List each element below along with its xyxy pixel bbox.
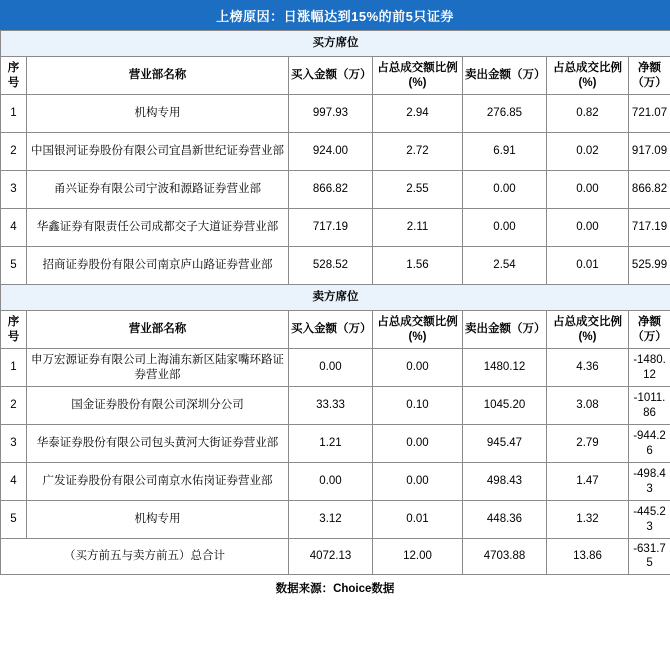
- buy-pct: 2.72: [373, 133, 463, 171]
- sell-amount: 945.47: [463, 425, 547, 463]
- sell-pct: 1.32: [547, 501, 629, 539]
- sell-amount: 0.00: [463, 209, 547, 247]
- col-net: 净额（万）: [629, 311, 670, 349]
- table-row: [1, 425, 670, 463]
- total-net: -631.75: [629, 539, 670, 575]
- buy-pct: 0.00: [373, 463, 463, 501]
- col-name: 营业部名称: [27, 311, 289, 349]
- buy-pct: 2.11: [373, 209, 463, 247]
- buy-amount: 997.93: [289, 95, 373, 133]
- sell-pct: 0.00: [547, 171, 629, 209]
- row-index: 4: [1, 209, 27, 247]
- sell-amount: 6.91: [463, 133, 547, 171]
- section-header-sell: [1, 285, 670, 311]
- row-index: 3: [1, 171, 27, 209]
- net-amount: -1011.86: [629, 387, 670, 425]
- total-buy-amount: 4072.13: [289, 539, 373, 575]
- buy-amount: 717.19: [289, 209, 373, 247]
- table-row: [1, 171, 670, 209]
- col-net: 净额（万）: [629, 57, 670, 95]
- col-sell-pct: 占总成交比例(%): [547, 311, 629, 349]
- col-index: 序号: [1, 311, 27, 349]
- branch-name: 申万宏源证券有限公司上海浦东新区陆家嘴环路证券营业部: [27, 349, 289, 387]
- sell-pct: 4.36: [547, 349, 629, 387]
- net-amount: 721.07: [629, 95, 670, 133]
- col-index: 序号: [1, 57, 27, 95]
- table-row: [1, 247, 670, 285]
- buy-pct: 2.94: [373, 95, 463, 133]
- sell-amount: 1480.12: [463, 349, 547, 387]
- col-buy-amount: 买入金额（万）: [289, 57, 373, 95]
- table-row: [1, 463, 670, 501]
- branch-name: 招商证券股份有限公司南京庐山路证券营业部: [27, 247, 289, 285]
- col-buy-pct: 占总成交额比例(%): [373, 311, 463, 349]
- table-row: [1, 209, 670, 247]
- net-amount: 717.19: [629, 209, 670, 247]
- table-row: [1, 387, 670, 425]
- sell-pct: 0.82: [547, 95, 629, 133]
- row-index: 5: [1, 501, 27, 539]
- total-label: （买方前五与卖方前五）总合计: [1, 539, 289, 575]
- sell-amount: 1045.20: [463, 387, 547, 425]
- row-index: 3: [1, 425, 27, 463]
- row-index: 4: [1, 463, 27, 501]
- buy-amount: 33.33: [289, 387, 373, 425]
- column-header-sell: [1, 311, 670, 349]
- net-amount: -1480.12: [629, 349, 670, 387]
- row-index: 2: [1, 387, 27, 425]
- branch-name: 机构专用: [27, 501, 289, 539]
- section-title-sell: 卖方席位: [1, 285, 670, 311]
- buy-amount: 0.00: [289, 349, 373, 387]
- buy-amount: 924.00: [289, 133, 373, 171]
- branch-name: 华鑫证券有限责任公司成都交子大道证券营业部: [27, 209, 289, 247]
- col-sell-pct: 占总成交比例(%): [547, 57, 629, 95]
- buy-amount: 866.82: [289, 171, 373, 209]
- total-buy-pct: 12.00: [373, 539, 463, 575]
- sell-pct: 1.47: [547, 463, 629, 501]
- buy-amount: 528.52: [289, 247, 373, 285]
- buy-pct: 0.00: [373, 425, 463, 463]
- net-amount: -445.23: [629, 501, 670, 539]
- branch-name: 国金证券股份有限公司深圳分公司: [27, 387, 289, 425]
- col-buy-pct: 占总成交额比例(%): [373, 57, 463, 95]
- page-title: 上榜原因：日涨幅达到15%的前5只证券: [0, 0, 670, 30]
- buy-pct: 0.10: [373, 387, 463, 425]
- buy-pct: 2.55: [373, 171, 463, 209]
- col-name: 营业部名称: [27, 57, 289, 95]
- sell-amount: 0.00: [463, 171, 547, 209]
- data-source-note: 数据来源：Choice数据: [275, 582, 395, 595]
- row-index: 2: [1, 133, 27, 171]
- net-amount: 525.99: [629, 247, 670, 285]
- branch-name: 机构专用: [27, 95, 289, 133]
- net-amount: 917.09: [629, 133, 670, 171]
- sell-pct: 0.02: [547, 133, 629, 171]
- sell-pct: 0.01: [547, 247, 629, 285]
- buy-pct: 1.56: [373, 247, 463, 285]
- row-index: 1: [1, 95, 27, 133]
- branch-name: 华泰证券股份有限公司包头黄河大街证券营业部: [27, 425, 289, 463]
- buy-amount: 3.12: [289, 501, 373, 539]
- sell-pct: 3.08: [547, 387, 629, 425]
- sell-amount: 448.36: [463, 501, 547, 539]
- buy-pct: 0.00: [373, 349, 463, 387]
- net-amount: 866.82: [629, 171, 670, 209]
- table-row: [1, 95, 670, 133]
- sell-amount: 276.85: [463, 95, 547, 133]
- col-buy-amount: 买入金额（万）: [289, 311, 373, 349]
- total-sell-pct: 13.86: [547, 539, 629, 575]
- row-index: 5: [1, 247, 27, 285]
- section-title-buy: 买方席位: [1, 31, 670, 57]
- net-amount: -944.26: [629, 425, 670, 463]
- table-row: [1, 349, 670, 387]
- col-sell-amount: 卖出金额（万）: [463, 311, 547, 349]
- sell-pct: 0.00: [547, 209, 629, 247]
- branch-name: 广发证券股份有限公司南京水佑岗证券营业部: [27, 463, 289, 501]
- buy-pct: 0.01: [373, 501, 463, 539]
- column-header-buy: [1, 57, 670, 95]
- sell-amount: 2.54: [463, 247, 547, 285]
- sell-pct: 2.79: [547, 425, 629, 463]
- table-row: [1, 133, 670, 171]
- net-amount: -498.43: [629, 463, 670, 501]
- buy-amount: 1.21: [289, 425, 373, 463]
- lhb-table: [0, 30, 670, 575]
- branch-name: 中国银河证券股份有限公司宜昌新世纪证券营业部: [27, 133, 289, 171]
- table-row: [1, 501, 670, 539]
- branch-name: 甬兴证券有限公司宁波和源路证券营业部: [27, 171, 289, 209]
- row-index: 1: [1, 349, 27, 387]
- total-row: [1, 539, 670, 575]
- section-header-buy: [1, 31, 670, 57]
- col-sell-amount: 卖出金额（万）: [463, 57, 547, 95]
- buy-amount: 0.00: [289, 463, 373, 501]
- total-sell-amount: 4703.88: [463, 539, 547, 575]
- sell-amount: 498.43: [463, 463, 547, 501]
